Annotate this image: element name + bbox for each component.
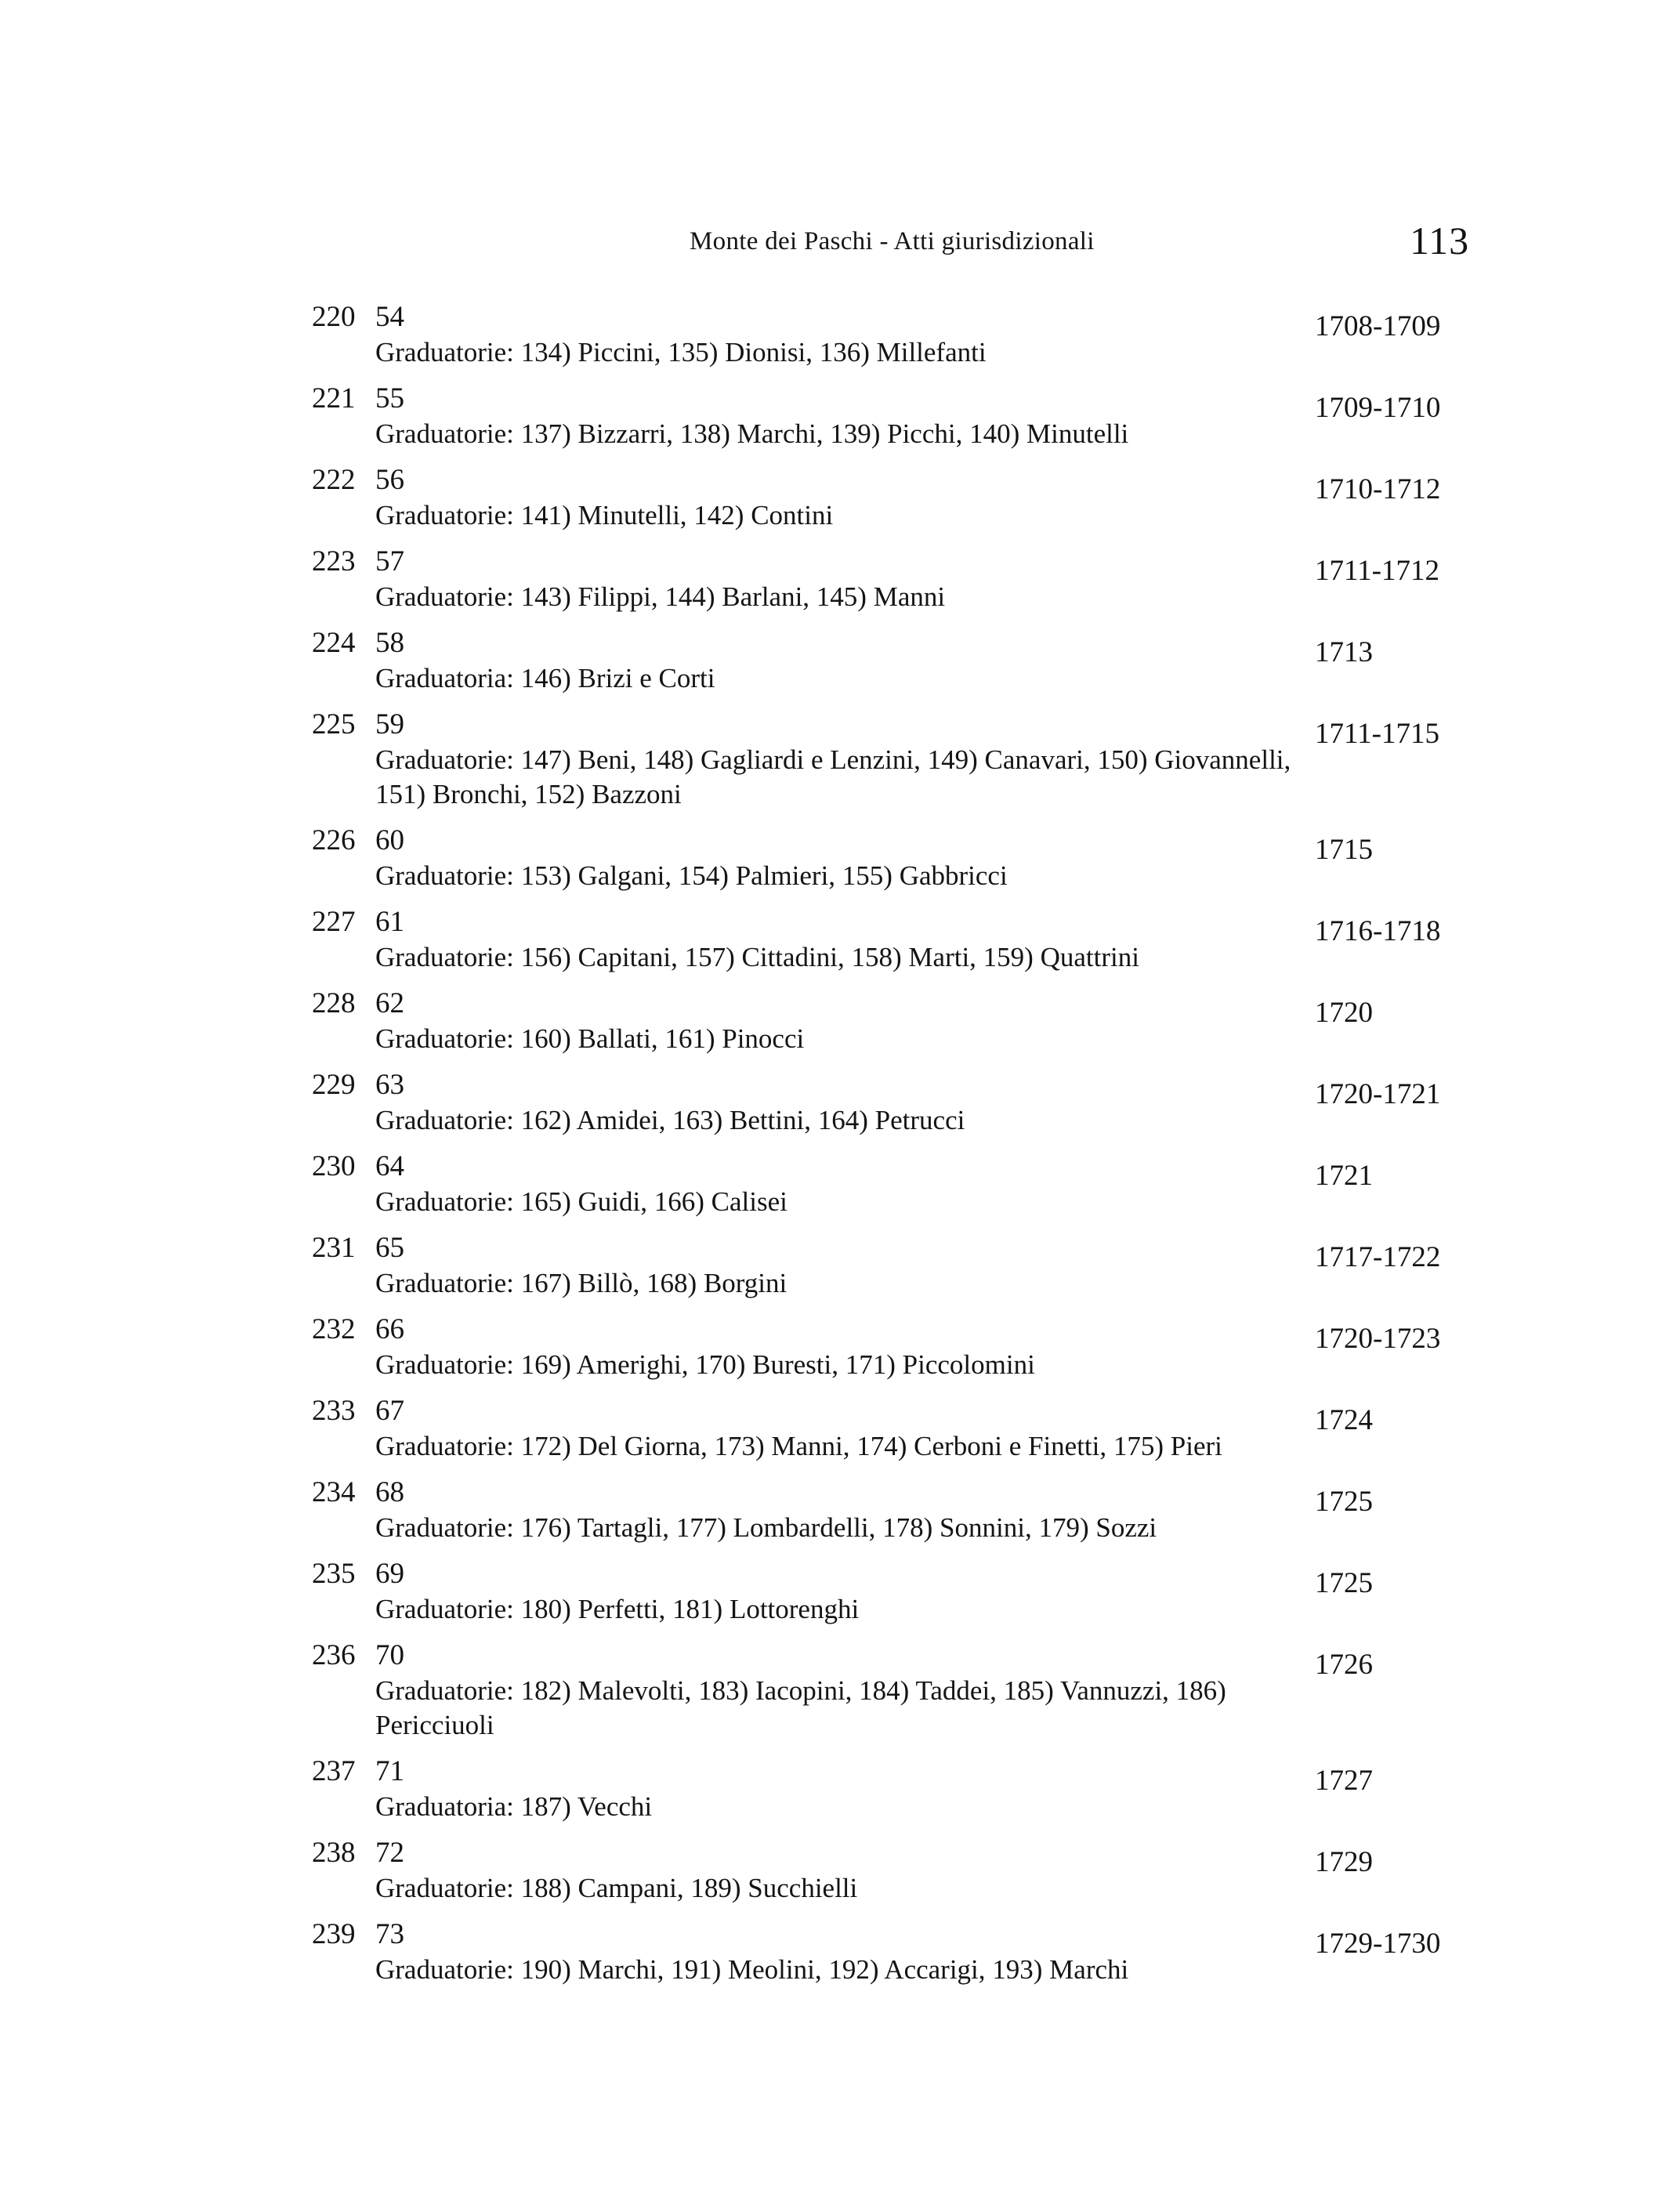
entry-description: Graduatorie: 160) Ballati, 161) Pinocci: [375, 1023, 805, 1054]
entry-busta: 73: [375, 1918, 404, 1950]
entry-busta: 59: [375, 708, 404, 740]
inventory-entry: [0, 822, 1680, 903]
entry-number: 232: [312, 1313, 356, 1345]
entry-busta: 70: [375, 1639, 404, 1671]
entry-busta: 69: [375, 1558, 404, 1590]
entry-description: Graduatorie: 182) Malevolti, 183) Iacopini, 184) Taddei, 185) Vannuzzi, 186) Pericciuoli: [375, 1675, 1226, 1740]
entry-years: 1711-1712: [1315, 555, 1439, 587]
entry-number: 220: [312, 301, 356, 333]
inventory-entry: [0, 1555, 1680, 1637]
entry-busta: 67: [375, 1395, 404, 1427]
entry-years: 1727: [1315, 1765, 1373, 1797]
entry-years: 1713: [1315, 636, 1373, 668]
entry-years: 1720-1721: [1315, 1078, 1441, 1110]
inventory-entry: [0, 1916, 1680, 1997]
entry-busta: 66: [375, 1313, 404, 1345]
inventory-entry: [0, 706, 1680, 822]
entry-description: Graduatorie: 143) Filippi, 144) Barlani, 145) Manni: [375, 581, 946, 612]
entry-number: 222: [312, 464, 356, 496]
entry-number: 231: [312, 1232, 356, 1264]
inventory-entry: [0, 1637, 1680, 1753]
entry-years: 1716-1718: [1315, 915, 1441, 947]
entry-description: Graduatorie: 190) Marchi, 191) Meolini, 192) Accarigi, 193) Marchi: [375, 1954, 1129, 1985]
inventory-entry: [0, 985, 1680, 1066]
entry-busta: 58: [375, 627, 404, 659]
inventory-entry: [0, 299, 1680, 380]
entry-years: 1729-1730: [1315, 1928, 1441, 1960]
entry-number: 221: [312, 382, 356, 415]
entry-busta: 65: [375, 1232, 404, 1264]
entry-description: Graduatorie: 141) Minutelli, 142) Contini: [375, 500, 834, 530]
entry-number: 234: [312, 1476, 356, 1508]
entry-busta: 56: [375, 464, 404, 496]
entry-description: Graduatorie: 172) Del Giorna, 173) Manni, 174) Cerboni e Finetti, 175) Pieri: [375, 1431, 1222, 1461]
entry-description: Graduatorie: 137) Bizzarri, 138) Marchi, 139) Picchi, 140) Minutelli: [375, 418, 1129, 449]
entry-description: Graduatorie: 162) Amidei, 163) Bettini, 164) Petrucci: [375, 1105, 965, 1135]
entry-number: 236: [312, 1639, 356, 1671]
entry-years: 1708-1709: [1315, 310, 1441, 342]
inventory-entry: [0, 1392, 1680, 1474]
entry-description: Graduatorie: 165) Guidi, 166) Calisei: [375, 1186, 788, 1217]
entry-number: 230: [312, 1150, 356, 1182]
inventory-entry: [0, 380, 1680, 462]
entry-years: 1715: [1315, 834, 1373, 866]
entry-number: 224: [312, 627, 356, 659]
entry-description: Graduatorie: 180) Perfetti, 181) Lottorenghi: [375, 1594, 860, 1624]
entry-busta: 63: [375, 1069, 404, 1101]
entry-years: 1729: [1315, 1846, 1373, 1878]
entry-description: Graduatorie: 156) Capitani, 157) Cittadini, 158) Marti, 159) Quattrini: [375, 942, 1139, 972]
entry-number: 238: [312, 1837, 356, 1869]
entry-description: Graduatorie: 147) Beni, 148) Gagliardi e Lenzini, 149) Canavari, 150) Giovannelli, 151) Bronchi, 152) Bazzoni: [375, 744, 1291, 809]
running-title: Monte dei Paschi - Atti giurisdizionali: [690, 227, 1095, 255]
entry-description: Graduatorie: 169) Amerighi, 170) Buresti, 171) Piccolomini: [375, 1349, 1035, 1380]
inventory-entry: [0, 1148, 1680, 1229]
inventory-entry: [0, 1311, 1680, 1392]
entry-number: 226: [312, 824, 356, 856]
entry-number: 239: [312, 1918, 356, 1950]
inventory-list: [0, 299, 1680, 1997]
entry-years: 1717-1722: [1315, 1241, 1441, 1273]
entry-years: 1710-1712: [1315, 473, 1441, 505]
entry-busta: 71: [375, 1755, 404, 1787]
entry-busta: 72: [375, 1837, 404, 1869]
entry-busta: 54: [375, 301, 404, 333]
page-number: 113: [1410, 219, 1470, 262]
inventory-entry: [0, 462, 1680, 543]
inventory-entry: [0, 903, 1680, 985]
inventory-entry: [0, 1474, 1680, 1555]
entry-number: 228: [312, 987, 356, 1019]
entry-number: 237: [312, 1755, 356, 1787]
inventory-entry: [0, 1834, 1680, 1916]
entry-busta: 68: [375, 1476, 404, 1508]
inventory-entry: [0, 1753, 1680, 1834]
entry-busta: 57: [375, 545, 404, 577]
entry-description: Graduatoria: 146) Brizi e Corti: [375, 663, 715, 693]
entry-number: 233: [312, 1395, 356, 1427]
entry-busta: 60: [375, 824, 404, 856]
entry-years: 1709-1710: [1315, 392, 1441, 424]
entry-years: 1726: [1315, 1649, 1373, 1681]
entry-description: Graduatorie: 134) Piccini, 135) Dionisi, 136) Millefanti: [375, 337, 987, 367]
entry-years: 1720: [1315, 997, 1373, 1029]
inventory-entry: [0, 625, 1680, 706]
entry-description: Graduatorie: 176) Tartagli, 177) Lombardelli, 178) Sonnini, 179) Sozzi: [375, 1512, 1157, 1543]
entry-number: 223: [312, 545, 356, 577]
entry-description: Graduatorie: 167) Billò, 168) Borgini: [375, 1268, 788, 1298]
entry-description: Graduatoria: 187) Vecchi: [375, 1791, 653, 1822]
entry-number: 225: [312, 708, 356, 740]
entry-years: 1711-1715: [1315, 718, 1439, 750]
entry-busta: 55: [375, 382, 404, 415]
entry-busta: 62: [375, 987, 404, 1019]
inventory-entry: [0, 1229, 1680, 1311]
entry-years: 1720-1723: [1315, 1323, 1441, 1355]
entry-years: 1725: [1315, 1486, 1373, 1518]
entry-number: 229: [312, 1069, 356, 1101]
entry-busta: 64: [375, 1150, 404, 1182]
entry-description: Graduatorie: 153) Galgani, 154) Palmieri, 155) Gabbricci: [375, 860, 1008, 891]
entry-years: 1725: [1315, 1567, 1373, 1599]
entry-busta: 61: [375, 906, 404, 938]
entry-description: Graduatorie: 188) Campani, 189) Succhielli: [375, 1873, 858, 1903]
inventory-entry: [0, 1066, 1680, 1148]
entry-years: 1721: [1315, 1160, 1373, 1192]
entry-years: 1724: [1315, 1404, 1373, 1436]
entry-number: 235: [312, 1558, 356, 1590]
entry-number: 227: [312, 906, 356, 938]
inventory-entry: [0, 543, 1680, 625]
